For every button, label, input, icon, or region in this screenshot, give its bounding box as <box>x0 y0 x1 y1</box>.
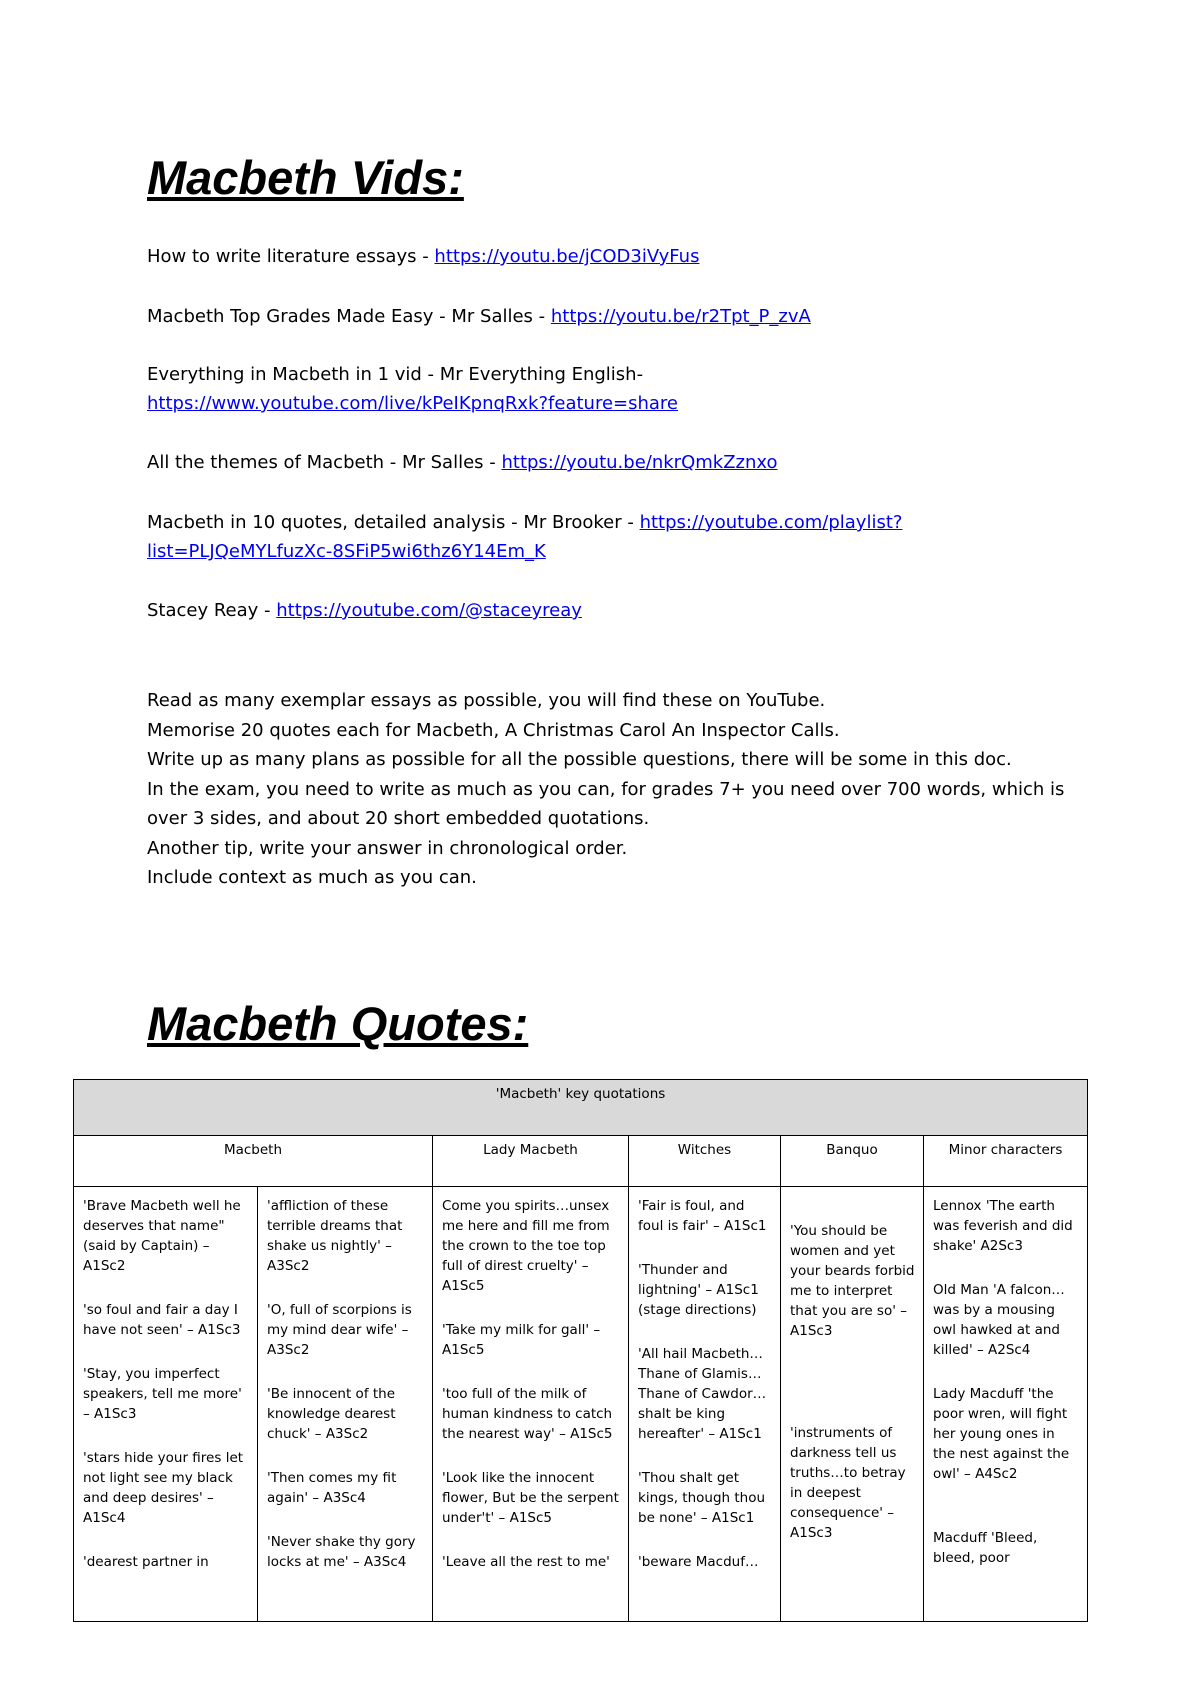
quote: 'dearest partner in <box>83 1554 209 1570</box>
video-link[interactable]: https://youtube.com/@staceyreay <box>276 600 582 621</box>
lady-macbeth-quotes-cell <box>433 1187 629 1622</box>
quote: 'too full of the milk of human kindness to catch the nearest way' – A1Sc5 <box>442 1386 613 1442</box>
quote: 'Stay, you imperfect speakers, tell me more' – A1Sc3 <box>83 1366 242 1422</box>
quote: 'Leave all the rest to me' <box>442 1554 610 1570</box>
vids-heading: Macbeth Vids: <box>147 151 464 204</box>
column-header-banquo: Banquo <box>781 1136 924 1187</box>
link-label: Stacey Reay - <box>147 600 277 621</box>
video-link[interactable]: https://youtube.com/playlist? <box>639 512 903 533</box>
video-link[interactable]: https://youtu.be/r2Tpt_P_zvA <box>550 306 811 327</box>
quote: 'You should be women and yet your beards forbid me to interpret that you are so' – A1Sc3 <box>790 1223 915 1339</box>
quote: Old Man 'A falcon… was by a mousing owl hawked at and killed' – A2Sc4 <box>933 1282 1065 1358</box>
column-header-lady-macbeth: Lady Macbeth <box>433 1136 629 1187</box>
quote: Lady Macduff 'the poor wren, will fight her young ones in the nest against the owl' – A4Sc2 <box>933 1386 1070 1482</box>
quote: 'beware Macduf… <box>638 1554 759 1570</box>
tip-line: Read as many exemplar essays as possible, you will find these on YouTube. <box>147 690 826 711</box>
quote: 'Then comes my fit again' – A3Sc4 <box>267 1470 397 1506</box>
macbeth-quotes-cell-b <box>258 1187 433 1622</box>
quotations-table <box>73 1079 1088 1622</box>
banquo-quotes-cell <box>781 1187 924 1622</box>
study-tips <box>147 686 1087 893</box>
column-header-macbeth: Macbeth <box>74 1136 433 1187</box>
quote: 'instruments of darkness tell us truths…to betray in deepest consequence' – A1Sc3 <box>790 1425 906 1541</box>
quote: 'stars hide your fires let not light see my black and deep desires' – A1Sc4 <box>83 1450 244 1526</box>
video-link[interactable]: https://youtu.be/nkrQmkZznxo <box>501 452 778 473</box>
minor-characters-quotes-cell <box>924 1187 1088 1622</box>
quote: 'All hail Macbeth… Thane of Glamis… Thane of Cawdor… shalt be king hereafter' – A1Sc1 <box>638 1346 767 1442</box>
quote: 'Thunder and lightning' – A1Sc1 (stage directions) <box>638 1262 759 1318</box>
table-title: 'Macbeth' key quotations <box>74 1080 1088 1136</box>
quote: 'Be innocent of the knowledge dearest chuck' – A3Sc2 <box>267 1386 396 1442</box>
witches-quotes-cell <box>629 1187 781 1622</box>
quote: 'Fair is foul, and foul is fair' – A1Sc1 <box>638 1198 767 1234</box>
tip-line: Memorise 20 quotes each for Macbeth, A Christmas Carol An Inspector Calls. <box>147 719 840 741</box>
video-link-continued[interactable]: list=PLJQeMYLfuzXc-8SFiP5wi6thz6Y14Em_K <box>147 541 546 562</box>
quote: 'Look like the innocent flower, But be the serpent under't' – A1Sc5 <box>442 1470 619 1526</box>
quote: 'so foul and fair a day I have not seen' – A1Sc3 <box>83 1302 241 1338</box>
video-link[interactable]: https://youtu.be/jCOD3iVyFus <box>434 246 700 267</box>
link-line-6 <box>147 596 1087 625</box>
quote: Come you spirits…unsex me here and fill me from the crown to the toe top full of direst cruelty' – A1Sc5 <box>442 1198 610 1294</box>
quote: 'Thou shalt get kings, though thou be none' – A1Sc1 <box>638 1470 766 1526</box>
quotes-heading: Macbeth Quotes: <box>147 997 529 1050</box>
link-label: Macbeth Top Grades Made Easy - Mr Salles - <box>147 306 551 327</box>
link-line-2 <box>147 302 1087 331</box>
quote: Macduff 'Bleed, bleed, poor <box>933 1530 1038 1566</box>
link-line-3 <box>147 360 1087 418</box>
quote: 'Brave Macbeth well he deserves that name" (said by Captain) – A1Sc2 <box>83 1198 241 1274</box>
tip-line: Write up as many plans as possible for all the possible questions, there will be some in this doc. <box>147 749 1012 770</box>
tip-line: Include context as much as you can. <box>147 867 477 888</box>
tip-line: Another tip, write your answer in chronological order. <box>147 837 628 859</box>
quote: 'Never shake thy gory locks at me' – A3Sc4 <box>267 1534 416 1570</box>
quote: 'O, full of scorpions is my mind dear wife' – A3Sc2 <box>267 1302 412 1358</box>
column-header-minor-characters: Minor characters <box>924 1136 1088 1187</box>
link-label: Macbeth in 10 quotes, detailed analysis - Mr Brooker - <box>147 512 640 533</box>
tip-line: over 3 sides, and about 20 short embedded quotations. <box>147 808 650 829</box>
column-header-witches: Witches <box>629 1136 781 1187</box>
macbeth-quotes-cell-a <box>74 1187 258 1622</box>
video-link[interactable]: https://www.youtube.com/live/kPeIKpnqRxk?feature=share <box>147 393 678 414</box>
link-line-4 <box>147 448 1087 477</box>
link-label: Everything in Macbeth in 1 vid - Mr Everything English- <box>147 364 644 385</box>
link-label: All the themes of Macbeth - Mr Salles - <box>147 452 502 473</box>
quote: 'Take my milk for gall' – A1Sc5 <box>442 1322 601 1358</box>
link-line-1 <box>147 242 1087 271</box>
tip-line: In the exam, you need to write as much as you can, for grades 7+ you need over 700 words, which is <box>147 778 1065 800</box>
quote: Lennox 'The earth was feverish and did shake' A2Sc3 <box>933 1198 1073 1254</box>
quote: 'affliction of these terrible dreams that shake us nightly' – A3Sc2 <box>267 1198 403 1274</box>
link-line-5 <box>147 508 1087 566</box>
link-label: How to write literature essays - <box>147 246 435 267</box>
